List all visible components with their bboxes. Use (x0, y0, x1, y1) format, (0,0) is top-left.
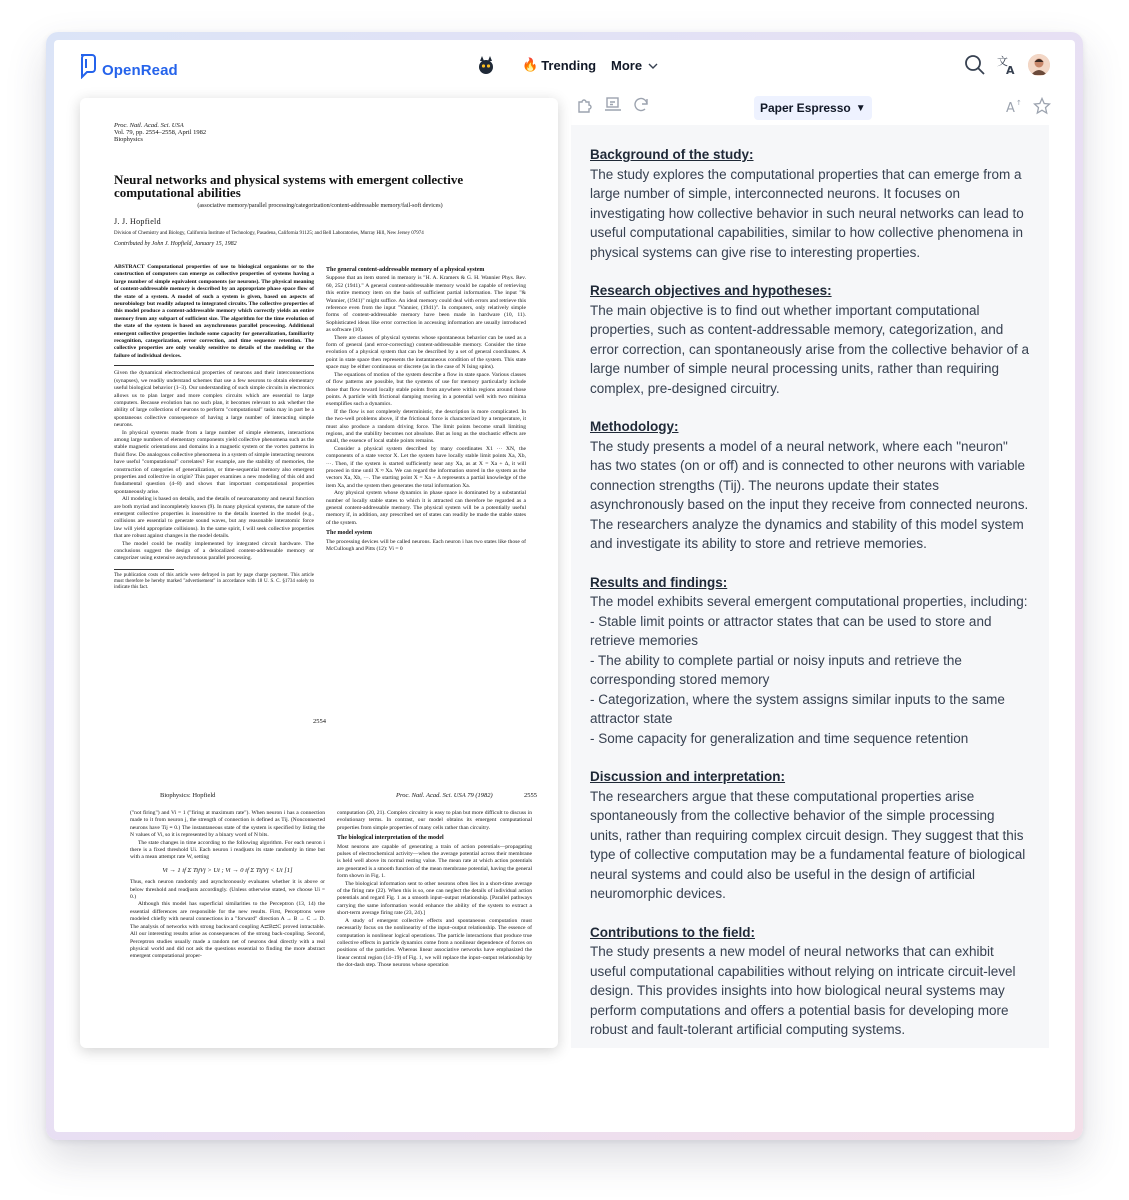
body-paragraph: The state changes in time according to the following algorithm. For each neuron i there is a fixed threshold Ui. Each neuron i readjusts its state randomly in time but with a mean attempt rate W, setting (130, 839, 325, 861)
body-paragraph: Suppose that an item stored in memory is "H. A. Kramers & G. H. Wannier Phys. Rev. 60, 252 (1941)." A general content-addressable memory would be capable of retrieving this entire memory item on the basis of sufficient partial information. The input "& Wannier, (1941)" might suffice. An ideal memory could deal with errors and retrieve this reference even from the input "Vannier, (1941)". In computers, only relatively simple forms of content-addressable memory have been made in hardware (10, 11). Sophisticated ideas like error correction in accessing information are usually introduced as software (10). (326, 275, 526, 334)
summary-body: The researchers argue that these computational properties arise spontaneously from the collective behavior of the simple processing units, rather than requiring complex circuit design. They suggest that this type of collective computation may be a fundamental feature of biological neural systems and could also be useful in the design of artificial neuromorphic devices. (590, 788, 1026, 901)
paper-keywords: (associative memory/parallel processing/categorization/content-addressable memory/fail-soft devices) (197, 203, 443, 209)
intro-paragraph: Given the dynamical electrochemical properties of neurons and their interconnections (synapses), we readily understand schemes that use a few neurons to obtain elementary useful biological behavior (1–3). Our understanding of such simple circuits in electronics allows us to plan larger and more complex circuits which are essential to large computers. Because evolution has no such plan, it becomes relevant to ask whether the ability of large collections of neurons to perform "computational" tasks may in part be a spontaneous collective consequence of having a large number of interacting simple neurons. (114, 370, 314, 429)
pdf-column-right (337, 810, 532, 970)
caret-down-icon: ▼ (855, 102, 866, 114)
abstract-label: ABSTRACT (114, 264, 145, 270)
page-2-number: 2555 (524, 792, 537, 799)
paper-volume: Vol. 79, pp. 2554–2558, April 1982 (114, 129, 207, 136)
summary-panel (571, 125, 1049, 1048)
summary-actions (1005, 97, 1051, 115)
paper-section: Biophysics (114, 136, 143, 143)
pdf-page-1 (114, 122, 526, 247)
avatar[interactable] (1028, 54, 1050, 76)
body-paragraph: computation (20, 21). Complex circuitry is easy to plan but more difficult to discuss in evolutionary terms. In contrast, our model obtains its emergent computational properties from simple properties of many cells rather than circuitry. (337, 810, 532, 831)
nav-trending[interactable] (522, 57, 596, 73)
summary-heading: Research objectives and hypotheses: (590, 283, 832, 298)
nav-more[interactable] (611, 58, 658, 73)
fire-icon: 🔥 (522, 57, 539, 72)
intro-paragraph: All modeling is based on details, and the details of neuroanatomy and neural function are both myriad and incompletely known (9). In many physical systems, the nature of the emergent collective properties is insensitive to the details inserted in the model (e.g., collisions are essential to generate sound waves, but any reasonable interatomic force law will yield appropriate collisions). In the same spirit, I will seek collective properties that are robust against changes in the model details. (114, 496, 314, 540)
body-paragraph: The processing devices will be called neurons. Each neuron i has two states like those of McCullough and Pitts (12): Vi = 0 (326, 538, 526, 553)
section-heading: The general content-addressable memory of a physical system (326, 267, 485, 273)
pdf-column-left (114, 264, 314, 591)
body-paragraph: Thus, each neuron randomly and asynchronously evaluates whether it is above or below threshold and readjusts accordingly. (Unless otherwise stated, we choose Ui = 0.) (130, 879, 325, 901)
logo-text: OpenRead (102, 62, 178, 79)
section-heading: The biological interpretation of the model (337, 835, 444, 842)
chevron-down-icon (648, 63, 658, 69)
search-icon[interactable] (964, 54, 986, 76)
body-paragraph: The equations of motion of the system describe a flow in state space. Various classes of flow patterns are possible, but the systems of use for memory particularly include those that flow toward locally stable points from anywhere within regions around those points. A particle with frictional damping moving in a potential well with two minima exemplifies such a dynamics. (326, 371, 526, 408)
summary-section (590, 281, 1030, 398)
refresh-icon[interactable] (632, 96, 650, 114)
body-paragraph: The biological information sent to other neurons often lies in a short-time average of the firing rate (22). When this is so, one can neglect the details of individual action potentials and regard Fig. 1 as a smooth input–output relationship. [Parallel pathways carrying the same information would enhance the ability of the system to extract a short-term average firing rate (23, 24).] (337, 880, 532, 917)
summary-toolbar (576, 96, 650, 114)
pdf-column-left (130, 810, 325, 970)
summary-body: The main objective is to find out whether important computational properties, such as content-addressable memory, categorization, and error correction, can spontaneously arise from the collective behavior of a large number of simple neural processing units, rather than requiring complex, pre-designed circuitry. (590, 302, 1029, 396)
summary-body: The study presents a model of a neural network, where each "neuron" has two states (on or off) and is connected to other neurons with variable connection strengths (Tij). The neurons update their states asynchronously based on the input they receive from connected neurons. The researchers analyze the dynamics and stability of this model system and investigate its ability to store and retrieve memories. (590, 438, 1029, 551)
abstract-rule (114, 365, 314, 366)
nav-trending-label: Trending (541, 57, 597, 73)
paper-contributed: Contributed by John J. Hopfield, January 15, 1982 (114, 241, 237, 247)
paper-author: J. J. Hopfield (114, 217, 161, 226)
paper-title: Neural networks and physical systems with emergent collective computational abilities (114, 172, 464, 200)
page-number: 2554 (313, 718, 326, 725)
body-paragraph: Any physical system whose dynamics in phase space is dominated by a substantial number of locally stable states to which it is attracted can therefore be regarded as a general content-addressable memory. The physical system will be a potentially useful memory if, in addition, any prescribed set of states can readily be made the stable states of the system. (326, 490, 526, 526)
abstract-text: Computational properties of use to biological organisms or to the construction of computers can emerge as collective properties of systems having a large number of simple equivalent components (or neurons). The physical meaning of content-addressable memory is described by an appropriate phase space flow of the state of a system. A model of such a system is given, based on aspects of neurobiology but readily adapted to integrated circuits. The collective properties of this model produce a content-addressable memory which correctly yields an entire memory from any subpart of sufficient size. The algorithm for the time evolution of the state of the system is based on asynchronous parallel processing. Additional emergent collective properties include some capacity for generalization, familiarity recognition, categorization, error correction, and time sequence retention. The collective properties are only weakly sensitive to details of the modeling or the failure of individual devices. (114, 264, 314, 359)
paper-affiliation: Division of Chemistry and Biology, California Institute of Technology, Pasadena, California 91125; and Bell Laboratories, Murray Hill, New Jersey 07974 (114, 231, 424, 236)
translate-icon[interactable] (996, 54, 1018, 76)
pdf-page-1-columns (114, 264, 526, 591)
puzzle-icon[interactable] (576, 96, 594, 114)
summary-heading: Discussion and interpretation: (590, 769, 786, 784)
svg-text:A: A (1006, 64, 1015, 76)
svg-text:A: A (1006, 101, 1015, 115)
nav-more-label: More (611, 58, 643, 73)
mascot-icon[interactable] (476, 54, 496, 76)
summary-body: The study presents a new model of neural networks that can exhibit useful computational capabilities without relying on intricate circuit-level design. This provides insights into how biological neural systems may perform computations and offers a potential basis for developing more robust and fault-tolerant artificial computing systems. (590, 944, 1016, 1037)
page-separator (80, 766, 558, 782)
summary-heading: Methodology: (590, 419, 679, 434)
pdf-column-right (326, 264, 526, 591)
svg-text:↑: ↑ (1016, 99, 1022, 107)
summary-section (590, 923, 1030, 1040)
star-icon[interactable] (1033, 97, 1051, 115)
font-size-icon[interactable] (1005, 97, 1023, 115)
body-paragraph: There are classes of physical systems whose spontaneous behavior can be used as a form of general (and error-correcting) content-addressable memory. Consider the time evolution of a physical system that can be described by a set of general coordinates. A point in state space then represents the instantaneous condition of the system. This state space may be either continuous or discrete (as in the case of N Ising spins). (326, 334, 526, 371)
summary-section (590, 767, 1030, 904)
top-nav (54, 40, 1075, 96)
summary-heading: Background of the study: (590, 147, 754, 162)
summary-type-select[interactable] (754, 96, 872, 120)
summary-type-label: Paper Espresso (760, 101, 851, 115)
body-paragraph: If the flow is not completely deterministic, the description is more complicated. In the two-well problems above, if the frictional force is characterized by a temperature, it must also produce a random driving force. The limit points become small limiting regions, and the stability becomes not absolute. But as long as the stochastic effects are small, the essence of local stable points remains. (326, 408, 526, 445)
summary-section (590, 417, 1030, 554)
footnote: The publication costs of this article were defrayed in part by page charge payment. This article must therefore be hereby marked "advertisement" in accordance with 18 U. S. C. §1734 solely to indicate this fact. (114, 572, 314, 590)
body-paragraph: Consider a physical system described by many coordinates X1 ··· XN, the components of a state vector X. Let the system have locally stable limit points Xa, Xb, ···. Then, if the system is started sufficiently near any Xa, as at X = Xa + Δ, it will proceed in time until X ≈ Xa. We can regard the information stored in the system as the vectors Xa, Xb, ···. The starting point X = Xa + Δ represents a partial knowledge of the item Xa, and the system then generates the total information Xa. (326, 445, 526, 489)
footnote-rule (114, 569, 174, 570)
openread-logo-icon (78, 53, 98, 79)
summary-body: The model exhibits several emergent computational properties, including: - Stable limit points or attractor states that can be used to store and retrieve memories - The ability to complete partial or noisy inputs and retrieve the corresponding stored memory - Categorization, where the system assigns similar inputs to the same attractor state - Some capacity for generalization and time sequence retention (590, 594, 1028, 746)
body-paragraph: A study of emergent collective effects and spontaneous computation must necessarily focus on the nonlinearity of the input–output relationship. The essence of computation is nonlinear logical operations. The particle interactions that produce true collective effects in particle dynamics come from a nonlinear dependence of forces on positions of the particles. Whereas linear associative networks have emphasized the linear central region (14–19) of Fig. 1, we will replace the input–output relationship by the dot-dash step. Those neurons whose operation (337, 917, 532, 969)
intro-paragraph: The model could be readily implemented by integrated circuit hardware. The conclusions suggest the design of a delocalized content-addressable memory or categorizer using extensive asynchronous parallel processing. (114, 540, 314, 562)
svg-text:文: 文 (997, 55, 1008, 68)
logo[interactable] (78, 52, 178, 79)
summary-section (590, 145, 1030, 262)
summary-heading: Contributions to the field: (590, 924, 755, 940)
body-paragraph: ("not firing") and Vi = 1 ("firing at maximum rate"). When neuron i has a connection made to it from neuron j, the strength of connection is defined as Tij. (Nonconnected neurons have Tij ≡ 0.) The instantaneous state of the system is specified by listing the N values of Vi, so it is represented by a binary word of N bits. (130, 810, 325, 839)
intro-paragraph: In physical systems made from a large number of simple elements, interactions among large numbers of elementary components yield collective phenomena such as the stable magnetic orientations and domains in a magnetic system or the vortex patterns in fluid flow. Do analogous collective phenomena in a system of simple interacting neurons have useful "computational" correlates? For example, are the stability of memories, the construction of categories of generalization, or time-sequential memory also emergent properties and collective in origin? This paper examines a new modeling of this old and fundamental question (4–8) and shows that important computational properties spontaneously arise. (114, 429, 314, 495)
pdf-viewer[interactable] (80, 98, 558, 1048)
equation-1: Vi → 1 if Σ TijVj > Ui ; Vi → 0 if Σ TijVj < Ui [1] (162, 866, 293, 874)
app-window (54, 40, 1075, 1132)
section-heading: The model system (326, 530, 372, 537)
paper-journal: Proc. Natl. Acad. Sci. USA (114, 122, 184, 129)
summary-heading: Results and findings: (590, 574, 728, 590)
page-2-journal: Proc. Natl. Acad. Sci. USA 79 (1982) (396, 792, 493, 799)
pdf-page-2-columns (130, 810, 532, 970)
avatar-image (1028, 54, 1050, 76)
summary-section (590, 573, 1030, 749)
body-paragraph: Although this model has superficial similarities to the Perceptron (13, 14) the essential differences are responsible for the new results. First, Perceptrons were modeled chiefly with neural connections in a "forward" direction A → B → C → D. The analysis of networks with strong backward coupling A⇄B⇄C proved intractable. All our interesting results arise as consequences of the strong back-coupling. Second, Perceptron studies usually made a random net of neurons deal directly with a real physical world and did not ask the questions essential to finding the more abstract emergent computational proper- (130, 901, 325, 960)
page-2-running-head: Biophysics: Hopfield (160, 792, 216, 799)
presentation-icon[interactable] (604, 96, 622, 114)
summary-body: The study explores the computational properties that can emerge from a large number of simple, interconnected neurons. It focuses on investigating how collective behavior in such neural networks can lead to useful computational capabilities, similar to how collective phenomena in physical systems can give rise to interesting properties. (590, 166, 1024, 260)
body-paragraph: Most neurons are capable of generating a train of action potentials—propagating pulses of electrochemical activity—when the average potential across their membrane is held well above its normal resting value. The mean rate at which action potentials are generated is a smooth function of the mean membrane potential, having the general form shown in Fig. 1. (337, 843, 532, 880)
